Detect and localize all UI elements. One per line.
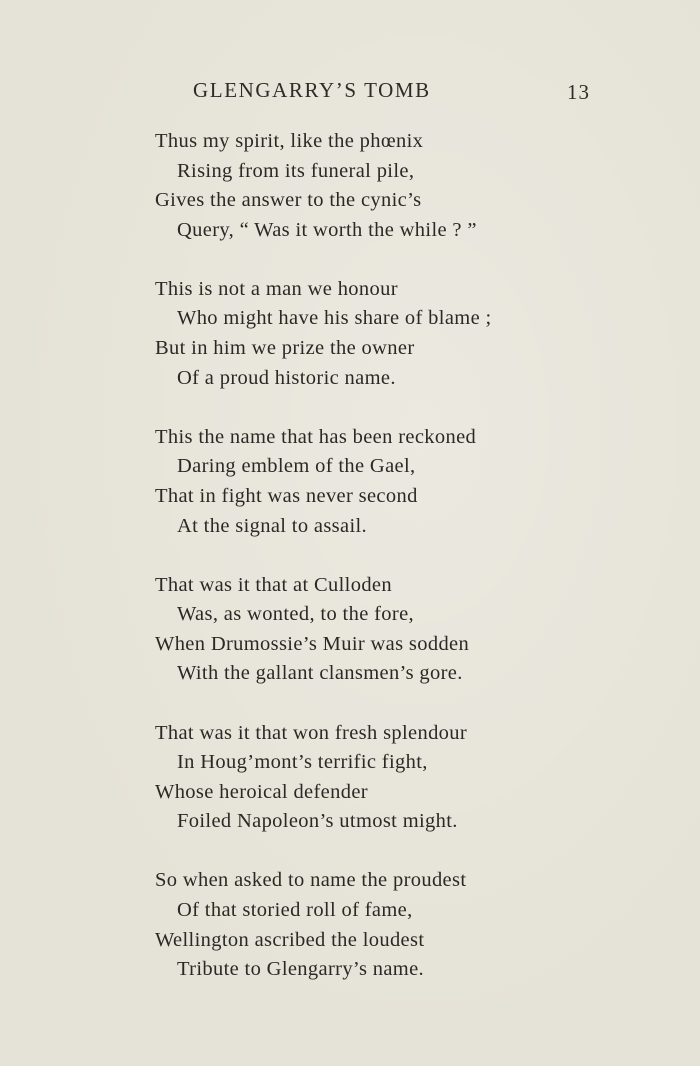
poem-line: At the signal to assail. [177,514,368,537]
poem-line: Wellington ascribed the loudest [155,928,425,951]
poem-line: Who might have his share of blame ; [177,307,492,330]
poem-line: That was it that won fresh splendour [155,721,468,744]
poem-line: This the name that has been reckoned [155,425,477,448]
poem-line: With the gallant clansmen’s gore. [177,662,463,685]
stanza [155,423,605,541]
poem-line: When Drumossie’s Muir was sodden [155,632,470,655]
poem-line: Tribute to Glengarry’s name. [177,958,425,981]
poem-line: That was it that at Culloden [155,573,392,596]
stanza [155,127,605,245]
poem-line: Query, “ Was it worth the while ? ” [177,218,477,241]
poem-line: But in him we prize the owner [155,337,415,360]
stanza [155,866,605,984]
poem-line: In Houg’mont’s terrific fight, [177,751,428,774]
poem-line: Thus my spirit, like the phœnix [155,130,424,152]
poem [155,127,605,1014]
poem-line: Rising from its funeral pile, [177,159,415,182]
poem-line: Of that storied roll of fame, [177,898,413,921]
poem-line: Was, as wonted, to the fore, [177,603,415,626]
poem-line: That in fight was never second [155,484,418,507]
stanza [155,571,605,689]
poem-line: This is not a man we honour [155,277,398,300]
poem-line: So when asked to name the proudest [155,869,467,892]
stanza [155,275,605,393]
poem-line: Gives the answer to the cynic’s [155,189,422,212]
poem-line: Daring emblem of the Gael, [177,455,416,478]
stanza [155,719,605,837]
poem-line: Whose heroical defender [155,780,368,803]
page-header [0,78,700,108]
running-title: GLENGARRY’S TOMB [193,78,431,102]
page-number: 13 [567,80,590,104]
poem-line: Foiled Napoleon’s utmost might. [177,810,458,833]
poem-line: Of a proud historic name. [177,366,396,389]
